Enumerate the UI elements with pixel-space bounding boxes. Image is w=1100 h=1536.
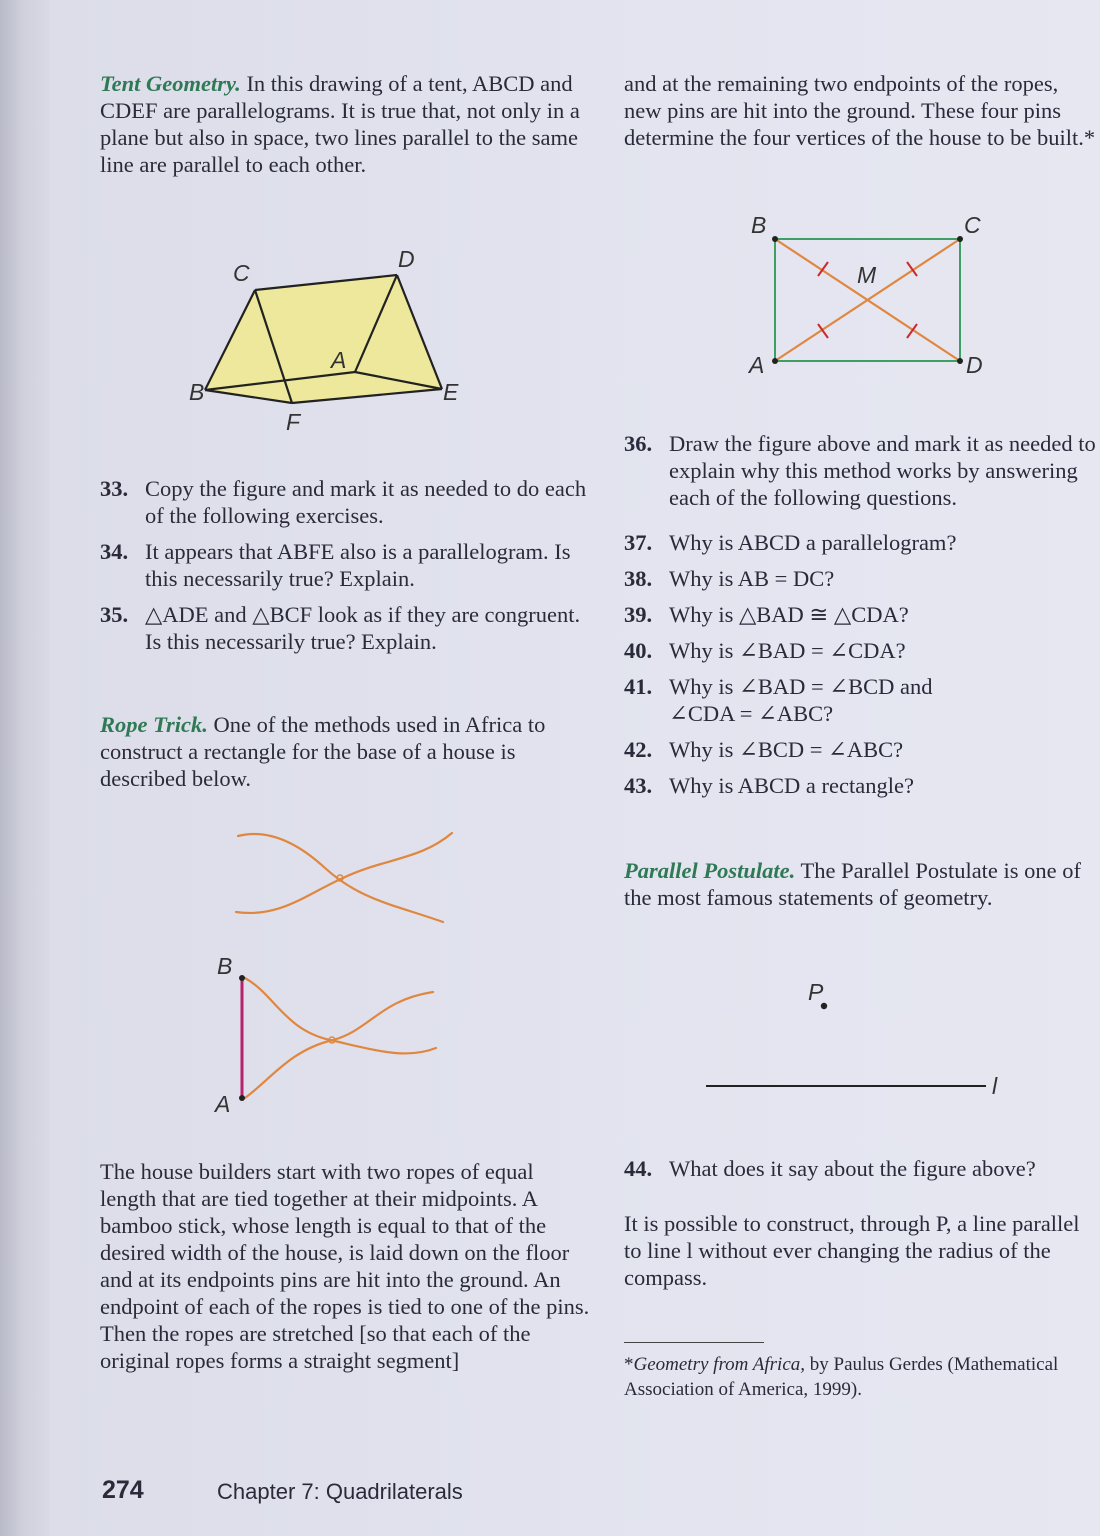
rope-trick-heading: Rope Trick.	[100, 712, 208, 737]
tent-label-c: C	[233, 260, 250, 286]
rect-label-d: D	[966, 352, 983, 378]
tent-label-d: D	[398, 246, 415, 272]
footnote-rule	[624, 1342, 764, 1343]
exercise-40: 40. Why is ∠BAD = ∠CDA?	[624, 638, 906, 663]
page-number: 274	[102, 1476, 144, 1504]
rope-label-b: B	[217, 953, 233, 979]
exercise-37: 37. Why is ABCD a parallelogram?	[624, 530, 957, 555]
house-builders-paragraph: The house builders start with two ropes of equal length that are tied together at their midpoints. A bamboo stick, whose length is equal to that of the desired width of the house, is laid down on the floor and at its endpoints pins are hit into the ground. An endpoint of each of the ropes is tied to one of the pins. Then the ropes are stretched [so that each of the original ropes forms a straight segment]	[100, 1159, 590, 1373]
exercise-44: 44. What does it say about the figure above?	[624, 1156, 1036, 1181]
exercise-38: 38. Why is AB = DC?	[624, 566, 835, 591]
footnote-title: Geometry from Africa,	[633, 1354, 806, 1375]
tent-geometry-heading: Tent Geometry.	[100, 71, 241, 96]
exercise-43: 43. Why is ABCD a rectangle?	[624, 773, 914, 798]
parallel-postulate-text: The Parallel Postulate is one of the most famous statements of geometry.	[624, 858, 1082, 910]
exercise-34: 34. It appears that ABFE also is a parallelogram. Is this necessarily true? Explain.	[100, 539, 571, 591]
chapter-title: Chapter 7: Quadrilaterals	[217, 1479, 463, 1504]
rope-trick-text: One of the methods used in Africa to construct a rectangle for the base of a house is described below.	[100, 712, 546, 791]
exercise-36: 36. Draw the figure above and mark it as needed to explain why this method works by answering each of the following questions.	[624, 431, 1096, 510]
footnote: *Geometry from Africa, by Paulus Gerdes (Mathematical Association of America, 1999).	[624, 1354, 1059, 1400]
exercise-33: 33. Copy the figure and mark it as needed to do each of the following exercises.	[100, 476, 587, 528]
label-p: P	[808, 979, 824, 1005]
exercise-35: 35. △ADE and △BCF look as if they are congruent. Is this necessarily true? Explain.	[100, 602, 581, 654]
exercise-41: 41. Why is ∠BAD = ∠BCD and ∠CDA = ∠ABC?	[624, 674, 933, 726]
label-l: l	[992, 1073, 998, 1099]
rect-label-b: B	[751, 212, 767, 238]
rope-trick-continued: and at the remaining two endpoints of the ropes, new pins are hit into the ground. These four pins determine the four vertices of the house to be built.*	[624, 71, 1096, 150]
exercise-39: 39. Why is △BAD ≅ △CDA?	[624, 602, 909, 627]
tent-label-e: E	[443, 379, 459, 405]
exercise-44-block	[624, 1155, 1100, 1182]
parallel-postulate-heading: Parallel Postulate.	[624, 858, 796, 883]
tent-label-f: F	[286, 409, 301, 435]
tent-label-a: A	[331, 347, 347, 373]
rect-label-c: C	[964, 212, 981, 238]
tent-geometry-text: In this drawing of a tent, ABCD and CDEF are parallelograms. It is true that, not only in a plane but also in space, two lines parallel to the same line are parallel to each other.	[100, 71, 580, 177]
tent-label-b: B	[189, 379, 205, 405]
exercise-42: 42. Why is ∠BCD = ∠ABC?	[624, 737, 904, 762]
rect-label-a: A	[749, 352, 765, 378]
compass-statement: It is possible to construct, through P, a line parallel to line l without ever changing the radius of the compass.	[624, 1211, 1080, 1290]
rect-label-m: M	[857, 262, 877, 288]
rope-label-a: A	[215, 1091, 231, 1117]
